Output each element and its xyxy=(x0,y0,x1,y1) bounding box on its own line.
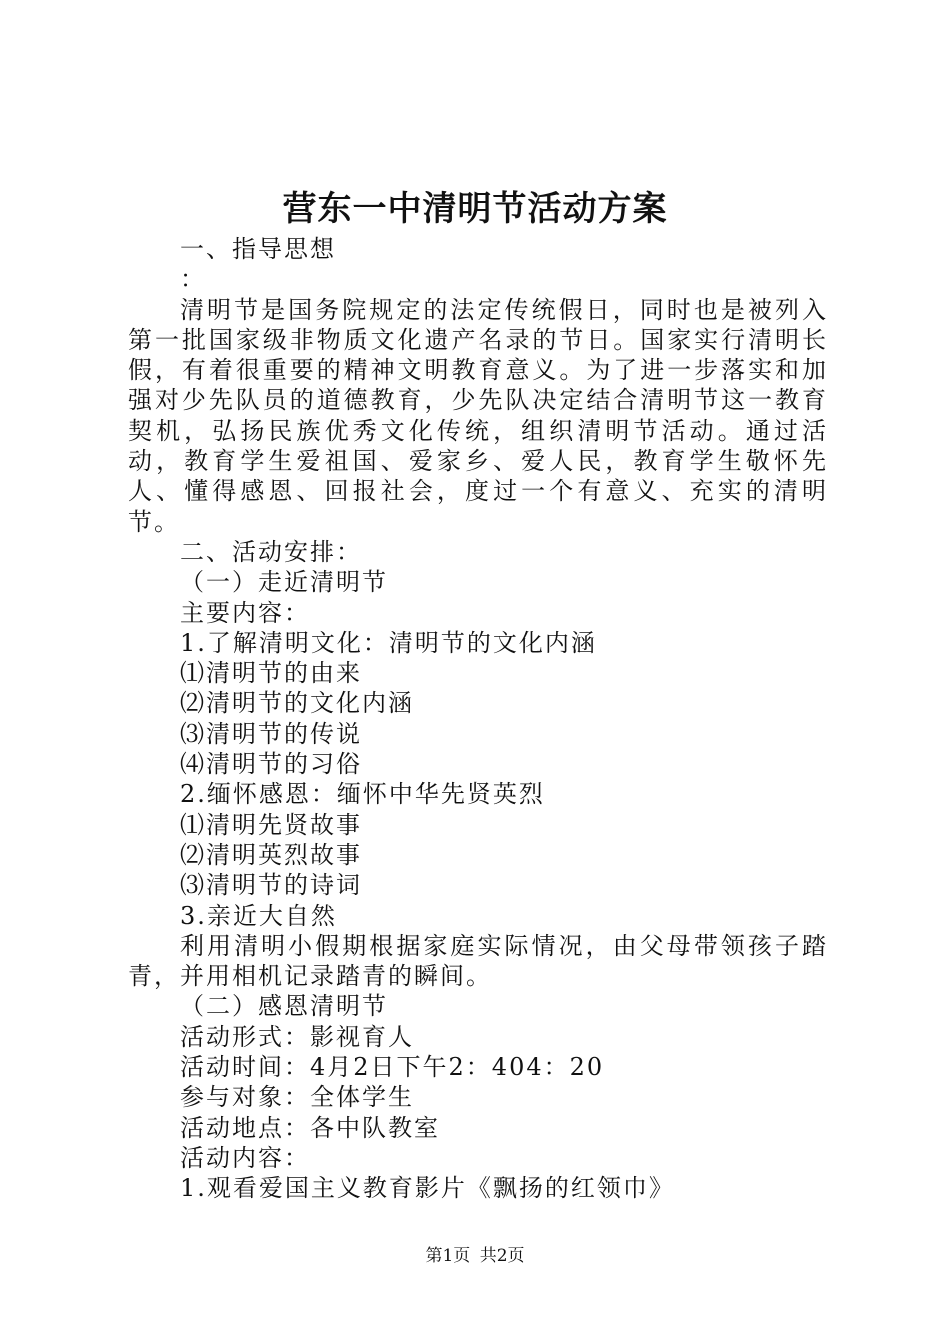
list-item: ⑴清明先贤故事 xyxy=(180,810,362,839)
list-item: ⑵清明英烈故事 xyxy=(180,840,362,869)
list-item: 1.观看爱国主义教育影片《飘扬的红领巾》 xyxy=(180,1174,675,1203)
list-item: ⑴清明节的由来 xyxy=(180,659,362,688)
paragraph-line: 参与对象：全体学生 xyxy=(180,1083,414,1112)
list-item: 2.缅怀感恩：缅怀中华先贤英烈 xyxy=(180,780,545,809)
paragraph-line: 主要内容： xyxy=(180,598,310,627)
list-item: ⑶清明节的诗词 xyxy=(180,871,362,900)
document-title: 营东一中清明节活动方案 xyxy=(282,189,668,229)
heading-colon: ： xyxy=(180,265,206,294)
list-item: ⑷清明节的习俗 xyxy=(180,750,362,779)
list-item: 3.亲近大自然 xyxy=(180,901,337,930)
list-item: 1.了解清明文化：清明节的文化内涵 xyxy=(180,628,597,657)
subsection-heading: （二）感恩清明节 xyxy=(180,992,388,1021)
paragraph-line: 活动内容： xyxy=(180,1143,310,1172)
section-heading: 二、活动安排： xyxy=(180,537,362,566)
paragraph-line: 活动形式：影视育人 xyxy=(180,1022,414,1051)
subsection-heading: （一）走近清明节 xyxy=(180,568,388,597)
page-number-footer: 第1页 共2页 xyxy=(425,1246,525,1266)
body-paragraph: 清明节是国务院规定的法定传统假日，同时也是被列入第一批国家级非物质文化遗产名录的节日。国家实行清明长假，有着很重要的精神文明教育意义。为了进一步落实和加强对少先队员的道德教育，少先队决定结合清明节这一教育契机，弘扬民族优秀文化传统，组织清明节活动。通过活动，教育学生爱祖国、爱家乡、爱人民，教育学生敬怀先人、懂得感恩、回报社会，度过一个有意义、充实的清明节。 xyxy=(128,295,828,536)
section-heading: 一、指导思想 xyxy=(180,235,336,263)
paragraph-line: 活动地点：各中队教室 xyxy=(180,1113,440,1142)
list-item: ⑶清明节的传说 xyxy=(180,719,362,748)
body-paragraph: 利用清明小假期根据家庭实际情况，由父母带领孩子踏青，并用相机记录踏青的瞬间。 xyxy=(128,931,828,991)
paragraph-line: 活动时间：4月2日下午2：404：20 xyxy=(180,1053,605,1082)
document-body xyxy=(128,234,828,1204)
list-item: ⑵清明节的文化内涵 xyxy=(180,689,414,718)
